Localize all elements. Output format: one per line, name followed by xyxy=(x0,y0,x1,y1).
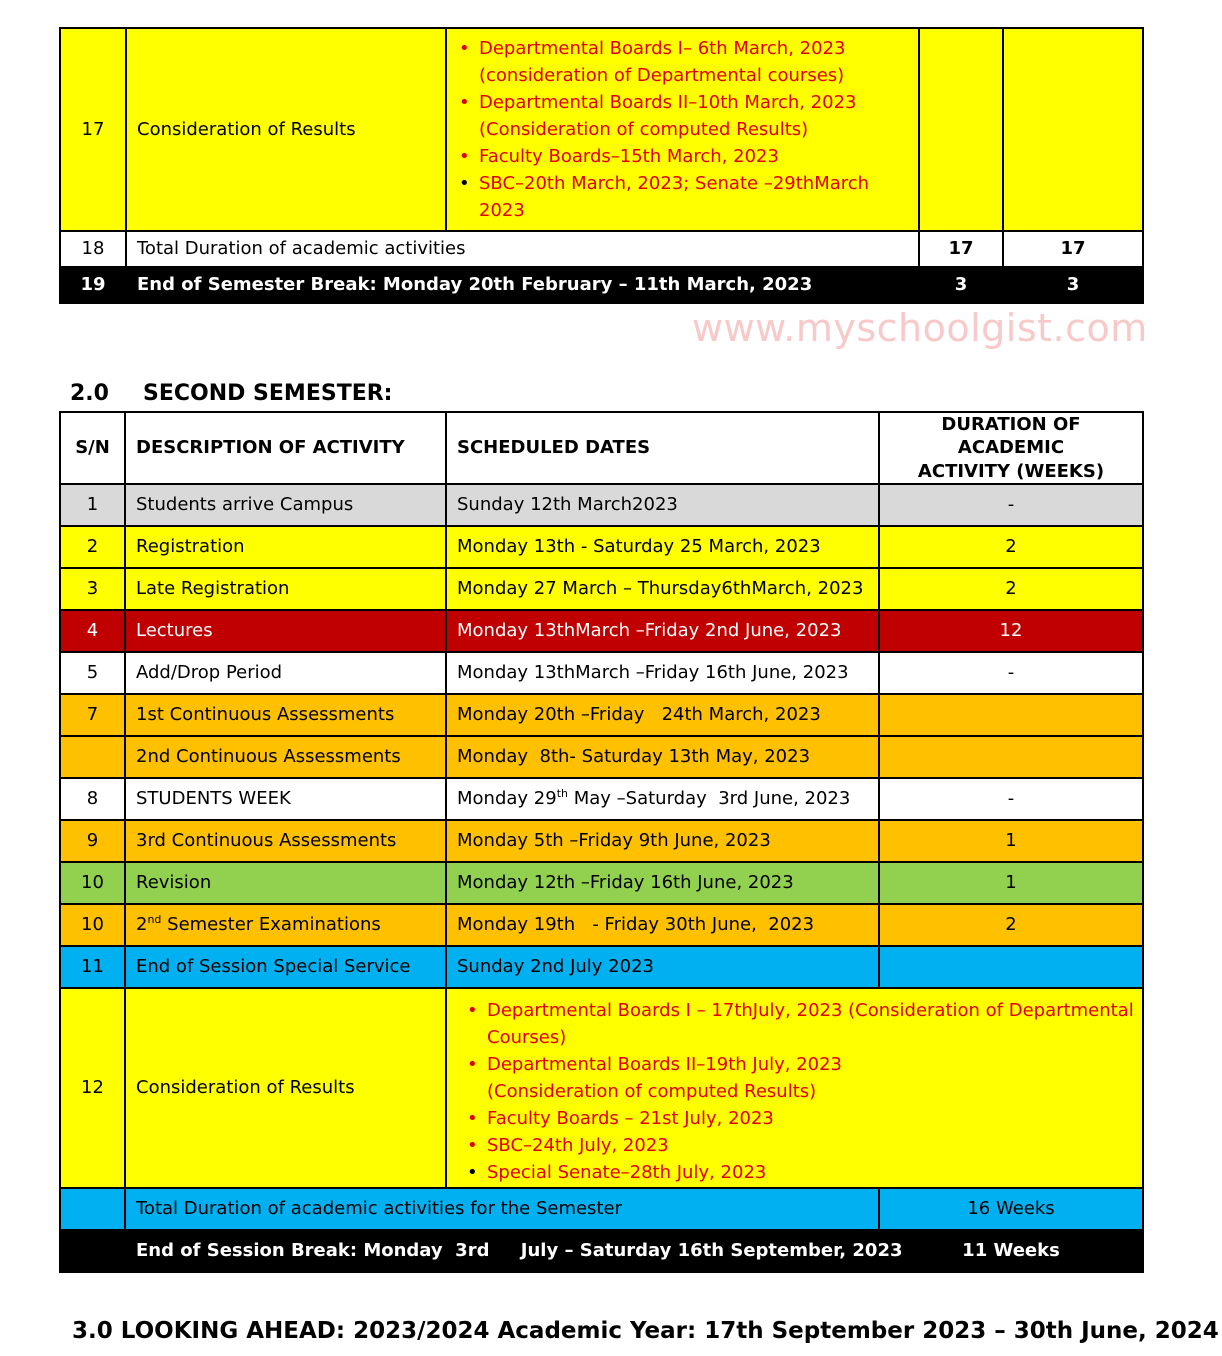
row-sn: 12 xyxy=(60,988,125,1188)
section-number: 2.0 xyxy=(70,381,109,406)
section-3-heading: 3.0 LOOKING AHEAD: 2023/2024 Academic Year: 17th September 2023 – 30th June, 2024 xyxy=(72,1318,1219,1344)
row-dates: Monday 12th –Friday 16th June, 2023 xyxy=(446,862,879,904)
table-row xyxy=(60,231,1143,267)
row-activity: Add/Drop Period xyxy=(125,652,446,694)
row-activity: Total Duration of academic activities xyxy=(126,231,919,267)
row-activity: Consideration of Results xyxy=(126,28,446,231)
row-dates: Monday 20th –Friday 24th March, 2023 xyxy=(446,694,879,736)
row-sn: 19 xyxy=(60,267,126,303)
bullet-subtext: (Consideration of computed Results) xyxy=(479,119,809,140)
row-dates: Sunday 2nd July 2023 xyxy=(446,946,879,988)
row-dates: Monday 27 March – Thursday6thMarch, 2023 xyxy=(446,568,879,610)
table-row xyxy=(60,28,1143,231)
row-dates: Monday 13th - Saturday 25 March, 2023 xyxy=(446,526,879,568)
row-activity xyxy=(125,904,446,946)
row-sn: 18 xyxy=(60,231,126,267)
bullet-item xyxy=(459,1159,1138,1186)
row-sn: 4 xyxy=(60,610,125,652)
row-weeks: 2 xyxy=(879,904,1143,946)
table-row xyxy=(60,862,1143,904)
row-weeks-2: 17 xyxy=(1003,231,1143,267)
table-row xyxy=(60,652,1143,694)
row-activity: Revision xyxy=(125,862,446,904)
bullet-text: Special Senate–28th July, 2023 xyxy=(487,1161,767,1183)
table-row xyxy=(60,526,1143,568)
text-fragment: Monday 29 xyxy=(457,788,557,810)
bullet-item xyxy=(451,35,914,89)
table-row xyxy=(60,267,1143,303)
table-row xyxy=(60,694,1143,736)
row-weeks-1: 3 xyxy=(919,267,1003,303)
row-dates: Monday 19th - Friday 30th June, 2023 xyxy=(446,904,879,946)
text-fragment: Semester Examinations xyxy=(161,914,381,936)
row-weeks xyxy=(879,736,1143,778)
row-weeks-2 xyxy=(1003,28,1143,231)
row-weeks-1 xyxy=(919,28,1003,231)
row-activity: Total Duration of academic activities for the Semester xyxy=(125,1188,879,1230)
results-bullet-list xyxy=(459,997,1138,1186)
row-sn: 8 xyxy=(60,778,125,820)
table-row xyxy=(60,988,1143,1188)
table-header-row xyxy=(60,412,1143,484)
row-sn: 10 xyxy=(60,862,125,904)
row-weeks: - xyxy=(879,484,1143,526)
row-sn: 9 xyxy=(60,820,125,862)
bullet-text: Faculty Boards – 21st July, 2023 xyxy=(487,1107,774,1129)
table-row xyxy=(60,820,1143,862)
row-activity: 1st Continuous Assessments xyxy=(125,694,446,736)
results-bullet-list xyxy=(451,35,914,224)
row-activity: Lectures xyxy=(125,610,446,652)
row-sn: 17 xyxy=(60,28,126,231)
row-weeks: 11 Weeks xyxy=(879,1230,1143,1272)
row-sn xyxy=(60,1188,125,1230)
header-duration xyxy=(879,412,1143,484)
text-fragment: 2 xyxy=(136,914,148,936)
bullet-item xyxy=(459,1132,1138,1159)
row-weeks: 2 xyxy=(879,568,1143,610)
row-weeks: 1 xyxy=(879,862,1143,904)
row-activity: 2nd Continuous Assessments xyxy=(125,736,446,778)
row-weeks: 2 xyxy=(879,526,1143,568)
row-activity: Consideration of Results xyxy=(125,988,446,1188)
row-sn: 11 xyxy=(60,946,125,988)
row-sn: 2 xyxy=(60,526,125,568)
bullet-text: Departmental Boards I – 17thJuly, 2023 (Consideration of Departmental xyxy=(487,999,1134,1021)
row-sn: 3 xyxy=(60,568,125,610)
table-row xyxy=(60,778,1143,820)
total-duration-row xyxy=(60,1188,1143,1230)
first-semester-table-continuation xyxy=(59,27,1144,304)
table-row xyxy=(60,904,1143,946)
row-weeks xyxy=(879,694,1143,736)
header-duration-line2: ACTIVITY (WEEKS) xyxy=(917,460,1105,482)
row-dates xyxy=(446,778,879,820)
row-dates xyxy=(446,988,1143,1188)
row-activity: Late Registration xyxy=(125,568,446,610)
row-dates: Monday 5th –Friday 9th June, 2023 xyxy=(446,820,879,862)
row-activity: Students arrive Campus xyxy=(125,484,446,526)
superscript: nd xyxy=(147,913,162,927)
bullet-item xyxy=(459,1105,1138,1132)
row-weeks: 12 xyxy=(879,610,1143,652)
row-weeks: 16 Weeks xyxy=(879,1188,1143,1230)
bullet-subtext: (consideration of Departmental courses) xyxy=(479,65,845,86)
bullet-item xyxy=(451,170,914,224)
end-of-session-break-row xyxy=(60,1230,1143,1272)
row-weeks xyxy=(879,946,1143,988)
row-activity: STUDENTS WEEK xyxy=(125,778,446,820)
row-activity: End of Session Special Service xyxy=(125,946,446,988)
row-sn xyxy=(60,1230,125,1272)
superscript: th xyxy=(556,787,568,801)
bullet-item xyxy=(459,1051,1138,1105)
row-weeks: - xyxy=(879,778,1143,820)
bullet-subtext: Courses) xyxy=(487,1026,567,1048)
table-row xyxy=(60,568,1143,610)
header-description: DESCRIPTION OF ACTIVITY xyxy=(125,412,446,484)
row-weeks-2: 3 xyxy=(1003,267,1143,303)
section-title: SECOND SEMESTER: xyxy=(143,381,393,406)
row-sn: 7 xyxy=(60,694,125,736)
row-activity: End of Semester Break: Monday 20th February – 11th March, 2023 xyxy=(126,267,919,303)
row-activity: Registration xyxy=(125,526,446,568)
bullet-item xyxy=(451,143,914,170)
row-sn xyxy=(60,736,125,778)
row-weeks: 1 xyxy=(879,820,1143,862)
bullet-item xyxy=(451,89,914,143)
bullet-item xyxy=(459,997,1138,1051)
second-semester-table xyxy=(59,411,1144,1273)
row-dates: Monday 8th- Saturday 13th May, 2023 xyxy=(446,736,879,778)
row-activity: 3rd Continuous Assessments xyxy=(125,820,446,862)
bullet-text: Faculty Boards–15th March, 2023 xyxy=(479,146,779,167)
bullet-text: SBC–24th July, 2023 xyxy=(487,1134,669,1156)
row-weeks: - xyxy=(879,652,1143,694)
bullet-text: SBC–20th March, 2023; Senate –29thMarch xyxy=(479,173,870,194)
bullet-subtext: (Consideration of computed Results) xyxy=(487,1080,817,1102)
row-sn: 1 xyxy=(60,484,125,526)
row-weeks-1: 17 xyxy=(919,231,1003,267)
row-dates: Sunday 12th March2023 xyxy=(446,484,879,526)
row-dates: Monday 13thMarch –Friday 2nd June, 2023 xyxy=(446,610,879,652)
row-dates xyxy=(446,28,919,231)
bullet-text: Departmental Boards I– 6th March, 2023 xyxy=(479,38,846,59)
header-duration-line1: DURATION OF ACADEMIC xyxy=(941,414,1081,459)
table-row xyxy=(60,946,1143,988)
header-dates: SCHEDULED DATES xyxy=(446,412,879,484)
header-sn: S/N xyxy=(60,412,125,484)
text-fragment: May –Saturday 3rd June, 2023 xyxy=(567,788,851,810)
table-row xyxy=(60,484,1143,526)
table-row xyxy=(60,736,1143,778)
table-row xyxy=(60,610,1143,652)
bullet-text: Departmental Boards II–10th March, 2023 xyxy=(479,92,857,113)
row-sn: 5 xyxy=(60,652,125,694)
bullet-subtext: 2023 xyxy=(479,200,525,221)
row-activity: End of Session Break: Monday 3rd July – Saturday 16th September, 2023 xyxy=(125,1230,879,1272)
row-dates: Monday 13thMarch –Friday 16th June, 2023 xyxy=(446,652,879,694)
watermark: www.myschoolgist.com xyxy=(692,306,1148,350)
bullet-text: Departmental Boards II–19th July, 2023 xyxy=(487,1053,843,1075)
row-sn: 10 xyxy=(60,904,125,946)
